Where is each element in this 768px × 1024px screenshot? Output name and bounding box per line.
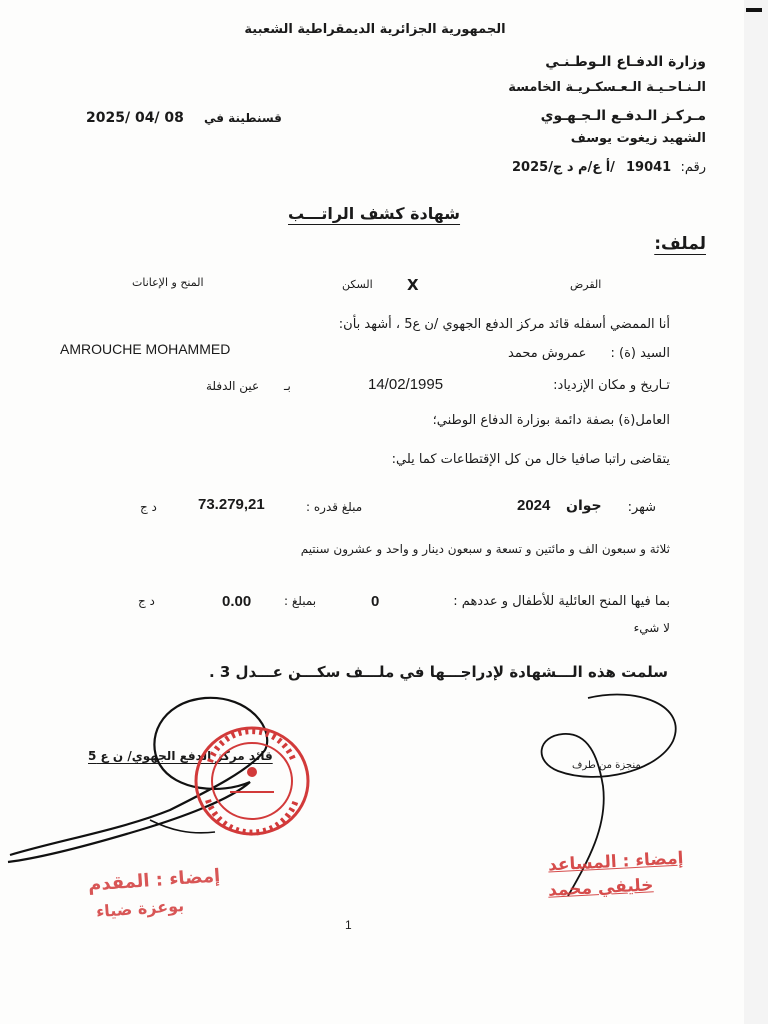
center-name: مـركـز الـدفـع الـجـهـوي <box>540 108 706 124</box>
employee-line: العامل(ة) بصفة دائمة بوزارة الدفاع الوطني؛ <box>432 413 670 428</box>
reference-label: رقم: <box>680 160 706 175</box>
option-mark: X <box>407 276 419 294</box>
page-number: 1 <box>345 918 352 932</box>
family-currency: د ج <box>138 594 155 608</box>
reference-number: 19041 <box>626 160 672 175</box>
document-title: شهادة كشف الراتـــب <box>288 204 461 223</box>
file-label: لملف: <box>654 234 706 254</box>
ministry-name: وزارة الدفـاع الـوطـنـي <box>545 54 706 70</box>
official-stamp-icon <box>190 722 314 840</box>
commander-title: قائد مركز الدفع الجهوي/ ن ع 5 <box>88 749 273 763</box>
region-name: الـنـاحـيـة الـعـسكـريـة الخامسة <box>508 80 706 95</box>
stamp-left-title: إمضاء : المقدم <box>87 865 221 896</box>
city-label: قسنطينة في <box>204 111 282 125</box>
scan-edge <box>744 0 768 1024</box>
family-amount-label: بمبلغ : <box>284 594 317 608</box>
scan-edge-mark <box>746 8 762 12</box>
amount-in-words: ثلاثة و سبعون الف و مائتين و تسعة و سبعون دينار و واحد و عشرون سنتيم <box>300 542 670 556</box>
reference-code: /أ ع/م د ج/2025 <box>512 160 615 175</box>
salary-intro: يتقاضى راتبا صافيا خال من كل الإقتطاعات كما يلي: <box>391 452 670 467</box>
intro-text: أنا الممضي أسفله قائد مركز الدفع الجهوي /ن ع5 ، أشهد بأن: <box>338 317 670 332</box>
birth-place: عين الدفلة <box>206 379 260 393</box>
sir-label: السيد (ة) : <box>610 346 670 361</box>
name-latin: AMROUCHE MOHAMMED <box>60 341 231 357</box>
option-loan: القرض <box>570 278 602 291</box>
stamp-right-title: إمضاء : المساعد <box>547 848 684 876</box>
prepared-by: منجزة من طرف <box>572 760 641 771</box>
children-count: 0 <box>371 593 380 610</box>
month-label: شهر: <box>627 500 656 515</box>
nothing-note: لا شيء <box>633 621 670 635</box>
issue-date: 2025/ 04/ 08 <box>86 110 184 126</box>
birth-label: تـاريخ و مكان الإزدياد: <box>553 378 670 393</box>
month-value: جوان <box>566 498 602 514</box>
delivered-statement: سلمت هذه الـــشهادة لإدراجـــها في ملـــف سكـــن عـــدل 3 . <box>208 663 668 681</box>
republic-heading: الجمهورية الجزائرية الديمقراطية الشعبية <box>244 22 506 37</box>
name-arabic: عمروش محمد <box>508 346 587 361</box>
amount-label: مبلغ قدره : <box>306 500 363 514</box>
family-amount: 0.00 <box>222 593 252 610</box>
martyr-name: الشهيد زيغوت يوسف <box>570 131 706 146</box>
birth-date: 14/02/1995 <box>368 376 444 393</box>
birth-place-prefix: بـ <box>284 379 291 393</box>
amount-value: 73.279,21 <box>198 496 265 513</box>
amount-currency: د ج <box>140 500 157 514</box>
family-label: بما فيها المنح العائلية للأطفال و عددهم : <box>453 594 670 609</box>
option-housing: السكن <box>342 278 373 291</box>
stamp-right-name: خليفي محمد <box>547 875 654 901</box>
stamp-left-name: بوعزة ضياء <box>95 895 185 922</box>
year-value: 2024 <box>517 497 551 514</box>
option-grants: المنح و الإعانات <box>132 276 204 289</box>
